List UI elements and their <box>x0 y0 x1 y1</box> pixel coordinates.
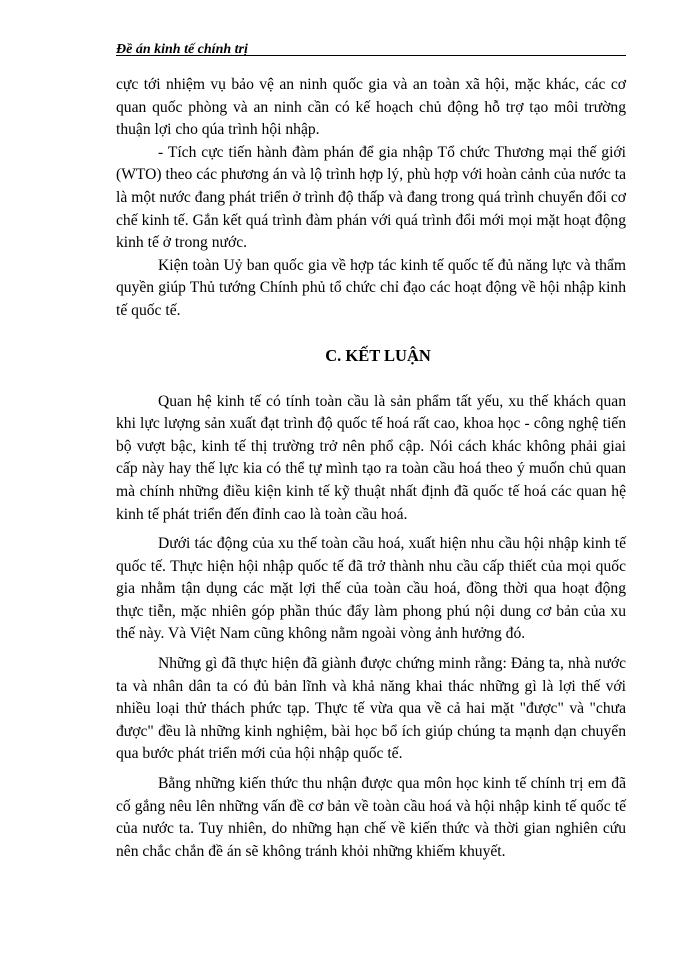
paragraph-national-committee: Kiện toàn Uỷ ban quốc gia về hợp tác kinh tế quốc tế đủ năng lực và thẩm quyền giúp Thủ tướng Chính phủ tổ chức chỉ đạo các hoạt động về hội nhập kinh tế quốc tế. <box>116 256 626 319</box>
paragraph-wto-negotiation: - Tích cực tiến hành đàm phán để gia nhập Tổ chức Thương mại thế giới (WTO) theo các phương án và lộ trình hợp lý, phù hợp với hoàn cảnh của nước ta là một nước đang phát triển ở trình độ thấp và đang trong quá trình chuyển đổi cơ chế kinh tế. Gắn kết quá trình đàm phán với quá trình đổi mới mọi mặt hoạt động kinh tế ở trong nước. <box>116 143 626 252</box>
paragraph-spacer <box>116 526 626 533</box>
header-title: Đề án kinh tế chính trị <box>116 42 248 57</box>
section-heading-conclusion: C. KẾT LUẬN <box>325 345 431 365</box>
paragraph-conclusion-1: Quan hệ kinh tế có tính toàn cầu là sản phẩm tất yếu, xu thế khách quan khi lực lượng sản xuất đạt trình độ quốc tế hoá rất cao, khoa học - công nghệ tiến bộ vượt bậc, kinh tế thị trường trở nên phổ cập. Nói cách khác không phải giai cấp này hay thế lực kia có thể tự mình tạo ra toàn cầu hoá theo ý muốn chủ quan mà chính những điều kiện kinh tế kỹ thuật nhất định đã quốc tế hoá các quan hệ kinh tế phát triển đến đỉnh cao là toàn cầu hoá. <box>116 392 626 523</box>
paragraph-conclusion-2: Dưới tác động của xu thế toàn cầu hoá, xuất hiện nhu cầu hội nhập kinh tế quốc tế. Thực hiện hội nhập quốc tế đã trở thành nhu cầu cấp thiết của mọi quốc gia nhằm tận dụng các mặt lợi thế của toàn cầu hoá, đồng thời qua hoạt động thực tiễn, mặc nhiên góp phần thúc đẩy làm phong phú nội dung cơ bản của xu thế này. Và Việt Nam cũng không nằm ngoài vòng ảnh hưởng đó. <box>116 535 626 643</box>
header-divider <box>116 55 626 56</box>
page-header <box>116 22 626 57</box>
paragraph-conclusion-3: Những gì đã thực hiện đã giành được chứng minh rằng: Đảng ta, nhà nước ta và nhân dân ta có đủ bản lĩnh và khả năng khai thác những gì là lợi thế với nhiều loại thử thách phức tạp. Thực tế vừa qua về cả hai mặt "được" và "chưa được" đều là những kinh nghiệm, bài học bổ ích giúp chúng ta mạnh dạn chuyển qua bước phát triển mới của hội nhập quốc tế. <box>116 655 626 763</box>
paragraph-spacer <box>116 646 626 653</box>
document-body <box>116 74 626 863</box>
paragraph-spacer <box>116 766 626 773</box>
paragraph-security-cooperation: cực tới nhiệm vụ bảo vệ an ninh quốc gia và an toàn xã hội, mặc khác, các cơ quan quốc phòng và an ninh cần có kế hoạch chủ động hỗ trợ tạo môi trường thuận lợi cho qúa trình hội nhập. <box>116 76 626 139</box>
paragraph-conclusion-4: Bằng những kiến thức thu nhận được qua môn học kinh tế chính trị em đã cố gắng nêu lên những vấn đề cơ bản về toàn cầu hoá và hội nhập kinh tế quốc tế của nước ta. Tuy nhiên, do những hạn chế về kiến thức và thời gian nghiên cứu nên chắc chắn đề án sẽ không tránh khỏi những khiếm khuyết. <box>116 775 626 860</box>
